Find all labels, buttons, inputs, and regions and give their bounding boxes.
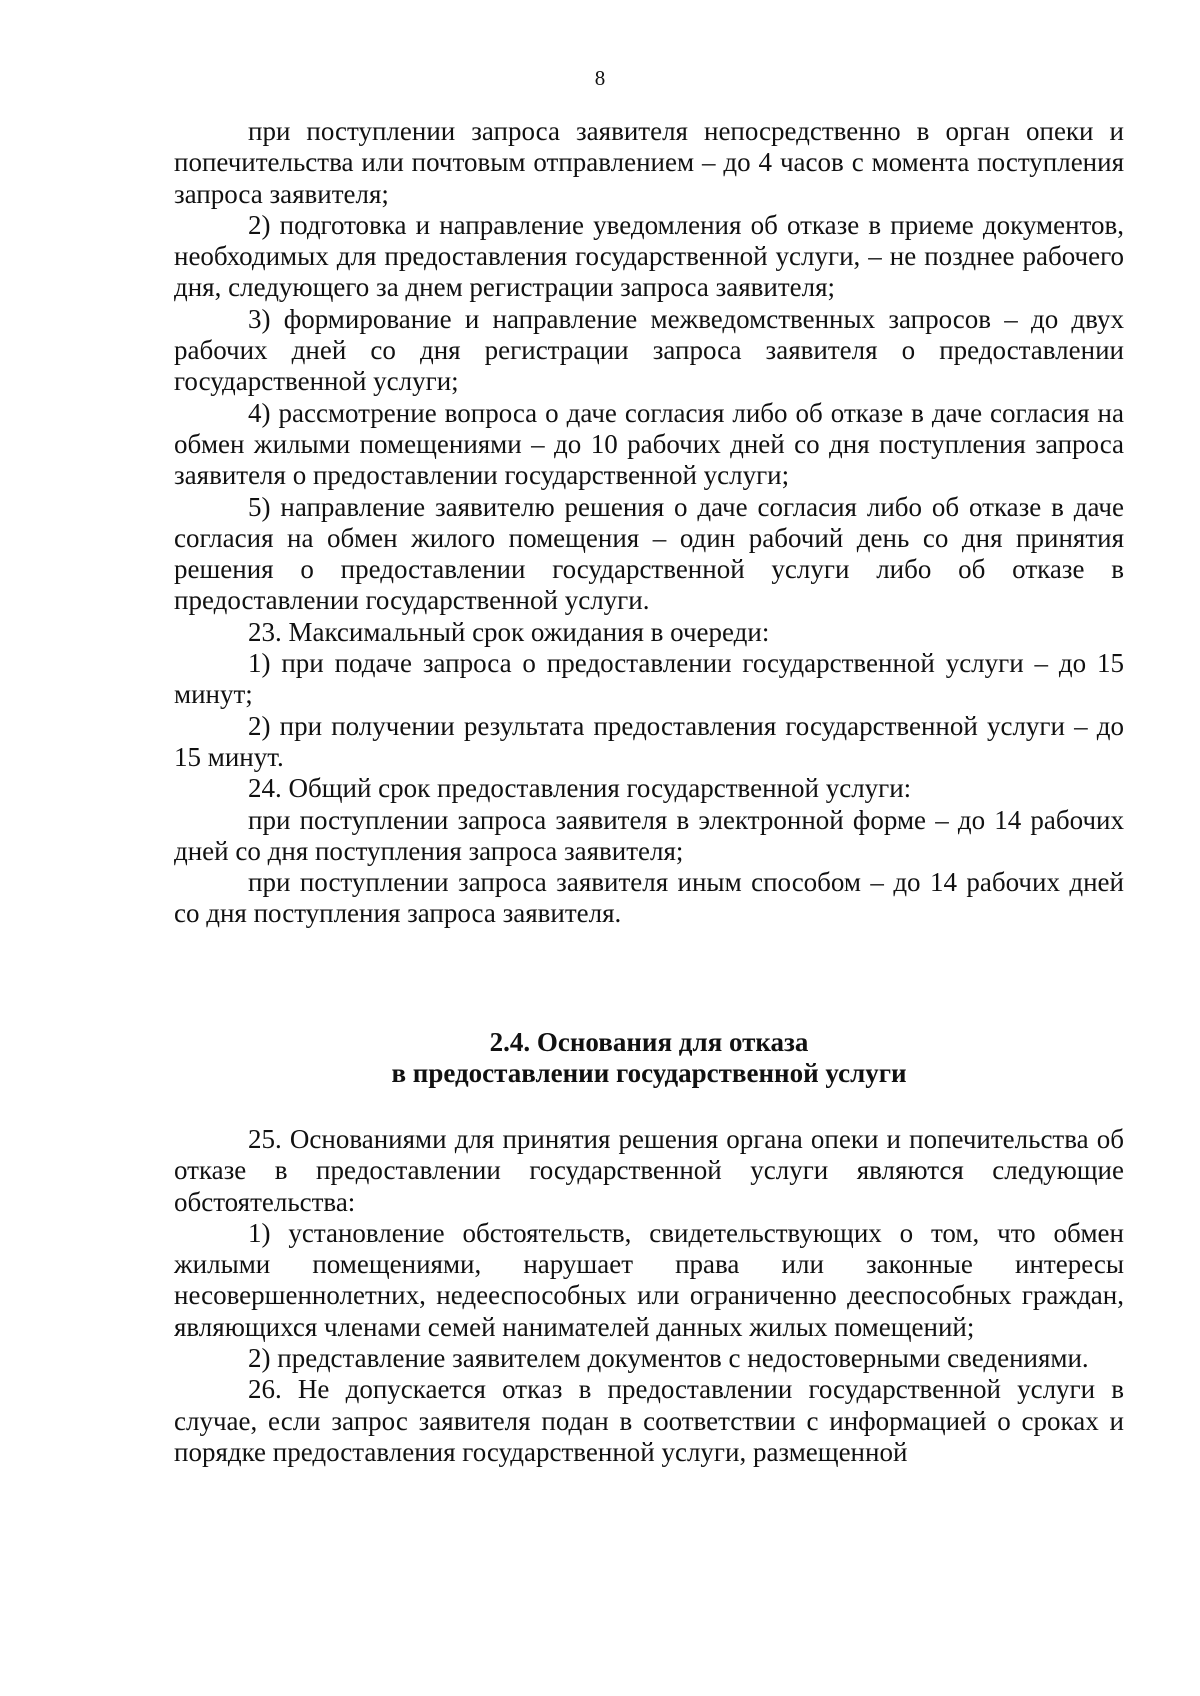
paragraph: при поступлении запроса заявителя в электронной форме – до 14 рабочих дней со дня поступления запроса заявителя; [174, 804, 1124, 866]
paragraph: 2) представление заявителем документов с недостоверными сведениями. [248, 1343, 1089, 1374]
paragraph: при поступлении запроса заявителя иным способом – до 14 рабочих дней со дня поступления запроса заявителя. [174, 867, 1124, 929]
page-number: 8 [594, 66, 606, 90]
top-text-block [174, 116, 1124, 930]
paragraph: 25. Основаниями для принятия решения органа опеки и попечительства об отказе в предоставлении государственной услуги являются следующие обстоятельства: [174, 1124, 1124, 1217]
paragraph: при поступлении запроса заявителя непосредственно в орган опеки и попечительства или почтовым отправлением – до 4 часов с момента поступления запроса заявителя; [174, 116, 1124, 209]
paragraph: 2) при получении результата предоставления государственной услуги – до 15 минут. [174, 710, 1124, 772]
bottom-text-block [174, 1124, 1124, 1468]
section-heading-line-1: 2.4. Основания для отказа [489, 1027, 809, 1057]
paragraph: 3) формирование и направление межведомственных запросов – до двух рабочих дней со дня регистрации запроса заявителя о предоставлении государственной услуги; [174, 303, 1124, 397]
paragraph: 23. Максимальный срок ожидания в очереди: [248, 616, 770, 647]
paragraph: 1) при подаче запроса о предоставлении государственной услуги – до 15 минут; [174, 648, 1124, 710]
paragraph: 4) рассмотрение вопроса о даче согласия либо об отказе в даче согласия на обмен жилыми помещениями – до 10 рабочих дней со дня поступления запроса заявителя о предоставлении государственной услуги; [174, 397, 1124, 491]
paragraph: 5) направление заявителю решения о даче согласия либо об отказе в даче согласия на обмен жилого помещения – один рабочий день со дня принятия решения о предоставлении государственной услуги либо об отказе в предоставлении государственной услуги. [174, 491, 1124, 616]
paragraph: 2) подготовка и направление уведомления об отказе в приеме документов, необходимых для предоставления государственной услуги, – не позднее рабочего дня, следующего за днем регистрации запроса заявителя; [174, 209, 1124, 303]
paragraph: 26. Не допускается отказ в предоставлении государственной услуги в случае, если запрос заявителя подан в соответствии с информацией о сроках и порядке предоставления государственной услуги, размещенной [174, 1374, 1124, 1467]
paragraph: 1) установление обстоятельств, свидетельствующих о том, что обмен жилыми помещениями, нарушает права или законные интересы несовершеннолетних, недееспособных или ограниченно дееспособных граждан, являющихся членами семей нанимателей данных жилых помещений; [174, 1217, 1124, 1342]
section-heading-line-2: в предоставлении государственной услуги [391, 1058, 907, 1089]
section-heading [174, 1027, 1124, 1090]
paragraph: 24. Общий срок предоставления государственной услуги: [248, 773, 912, 804]
